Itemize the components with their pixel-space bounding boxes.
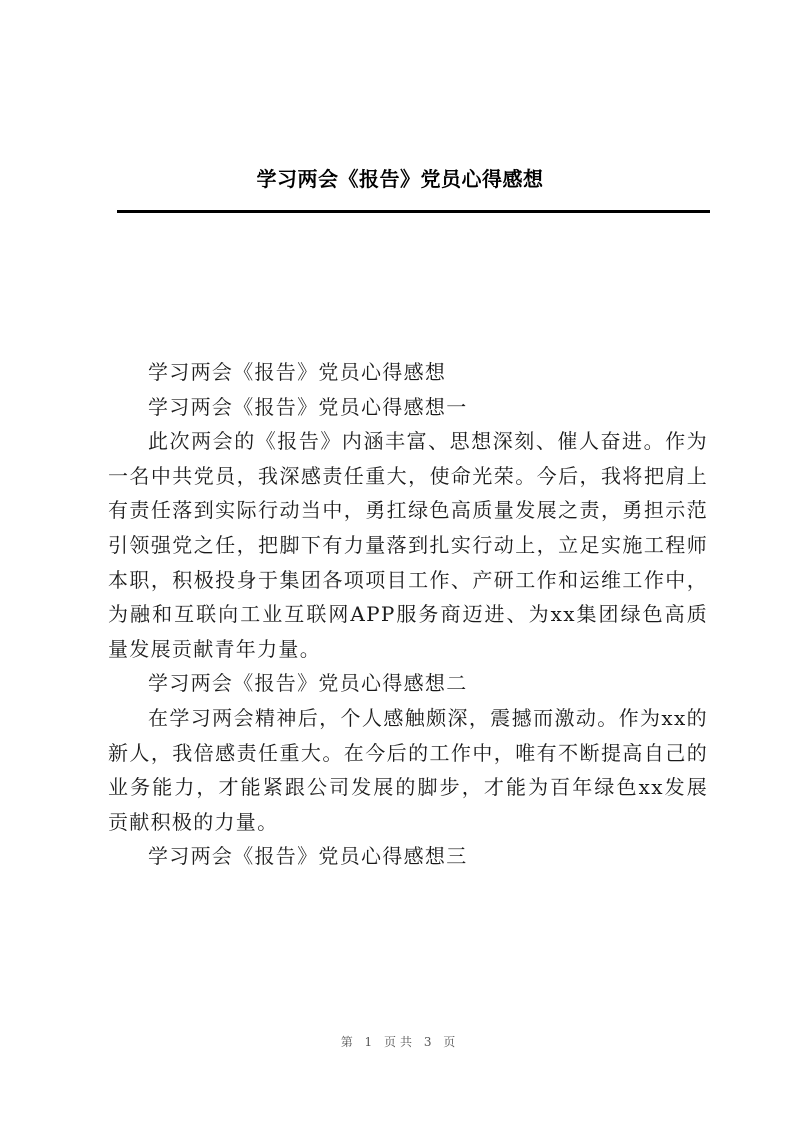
paragraph-section-heading-1: 学习两会《报告》党员心得感想一 — [148, 394, 468, 419]
page-number-footer: 第 1 页共 3 页 — [340, 1035, 460, 1049]
paragraph-doc-title: 学习两会《报告》党员心得感想 — [148, 360, 447, 384]
header-divider — [117, 210, 710, 213]
paragraph-body-2: 在学习两会精神后，个人感触颇深，震撼而激动。作为xx的新人，我倍感责任重大。在今后的工作中，唯有不断提高自己的业务能力，才能紧跟公司发展的脚步，才能为百年绿色xx发展贡献积极的力量。 — [108, 705, 708, 834]
paragraph-body-1: 此次两会的《报告》内涵丰富、思想深刻、催人奋进。作为一名中共党员，我深感责任重大，使命光荣。今后，我将把肩上有责任落到实际行动当中，勇扛绿色高质量发展之责，勇担示范引领强党之任，把脚下有力量落到扎实行动上，立足实施工程师本职，积极投身于集团各项项目工作、产研工作和运维工作中，为融和互联向工业互联网APP服务商迈进、为xx集团绿色高质量发展贡献青年力量。 — [108, 429, 708, 661]
document-body — [108, 355, 708, 874]
paragraph-section-heading-3: 学习两会《报告》党员心得感想三 — [148, 844, 468, 869]
paragraph-section-heading-2: 学习两会《报告》党员心得感想二 — [148, 671, 468, 696]
page-header-title: 学习两会《报告》党员心得感想 — [256, 167, 544, 191]
